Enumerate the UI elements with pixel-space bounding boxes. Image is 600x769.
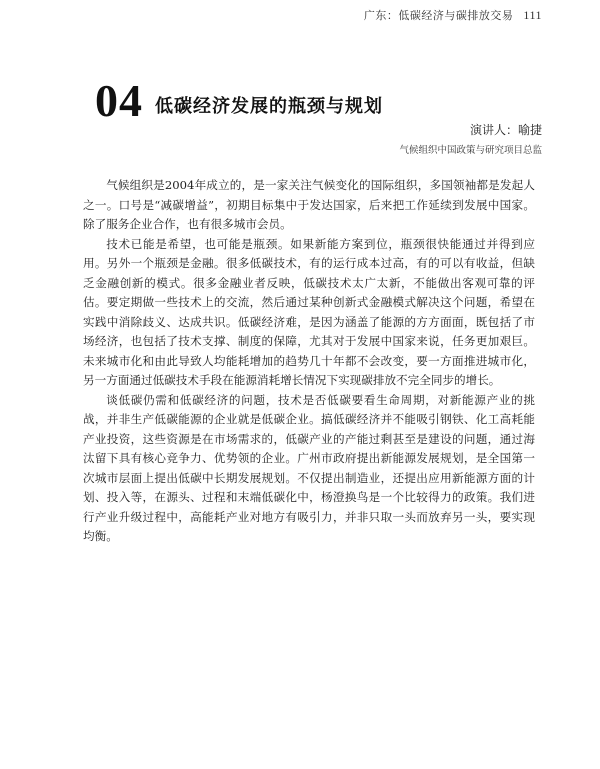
speaker-line: [470, 121, 542, 138]
running-header-title: 广东：低碳经济与碳排放交易: [363, 9, 514, 22]
running-header: [364, 7, 542, 23]
page-number: 111: [523, 8, 542, 22]
paragraph-1: 气候组织是2004年成立的，是一家关注气候变化的国际组织，多国领袖都是发起人之一。口号是“减碳增益”，初期目标集中于发达国家，后来把工作延续到发展中国家。除了服务企业合作，也有很多城市会员。: [83, 178, 535, 231]
speaker-name: 喻捷: [517, 123, 542, 137]
speaker-label: 演讲人：: [469, 123, 518, 137]
speaker-affiliation: 气候组织中国政策与研究项目总监: [399, 145, 542, 156]
article-body: [83, 176, 535, 547]
paragraph-2: 技术已能是希望，也可能是瓶颈。如果新能方案到位，瓶颈很快能通过并得到应用。另外一个瓶颈是金融。很多低碳技术，有的运行成本过高，有的可以有收益，但缺乏金融创新的模式。很多金融业者反映，低碳技术太广太新，不能做出客观可靠的评估。要定期做一些技术上的交流，然后通过某种创新式金融模式解决这个问题，希望在实践中消除歧义、达成共识。低碳经济难，是因为涵盖了能源的方方面面，既包括了市场经济，也包括了技术支撑、制度的保障，尤其对于发展中国家来说，任务更加艰巨。未来城市化和由此导致人均能耗增加的趋势几十年都不会改变，要一方面推进城市化，另一方面通过低碳技术手段在能源消耗增长情况下实现碳排放不完全同步的增长。: [83, 236, 535, 387]
chapter-number: 04: [95, 75, 143, 126]
chapter-heading: [95, 75, 383, 126]
paragraph-3: 谈低碳仍需和低碳经济的问题，技术是否低碳要看生命周期，对新能源产业的挑战，并非生产低碳能源的企业就是低碳企业。搞低碳经济并不能吸引钢铁、化工高耗能产业投资，这些资源是在市场需求的，低碳产业的产能过剩甚至是建设的问题，通过海汰留下具有核心竞争力、优势领的企业。广州市政府提出新能源发展规划，是全国第一次城市层面上提出低碳中长期发展规划。不仅提出制造业，还提出应用新能源方面的计划、投入等，在源头、过程和末端低碳化中，杨澄换鸟是一个比较得力的政策。我们进行产业升级过程中，高能耗产业对地方有吸引力，并非只取一头而放弃另一头，要实现均衡。: [83, 392, 535, 543]
chapter-title: 低碳经济发展的瓶颈与规划: [155, 96, 383, 117]
